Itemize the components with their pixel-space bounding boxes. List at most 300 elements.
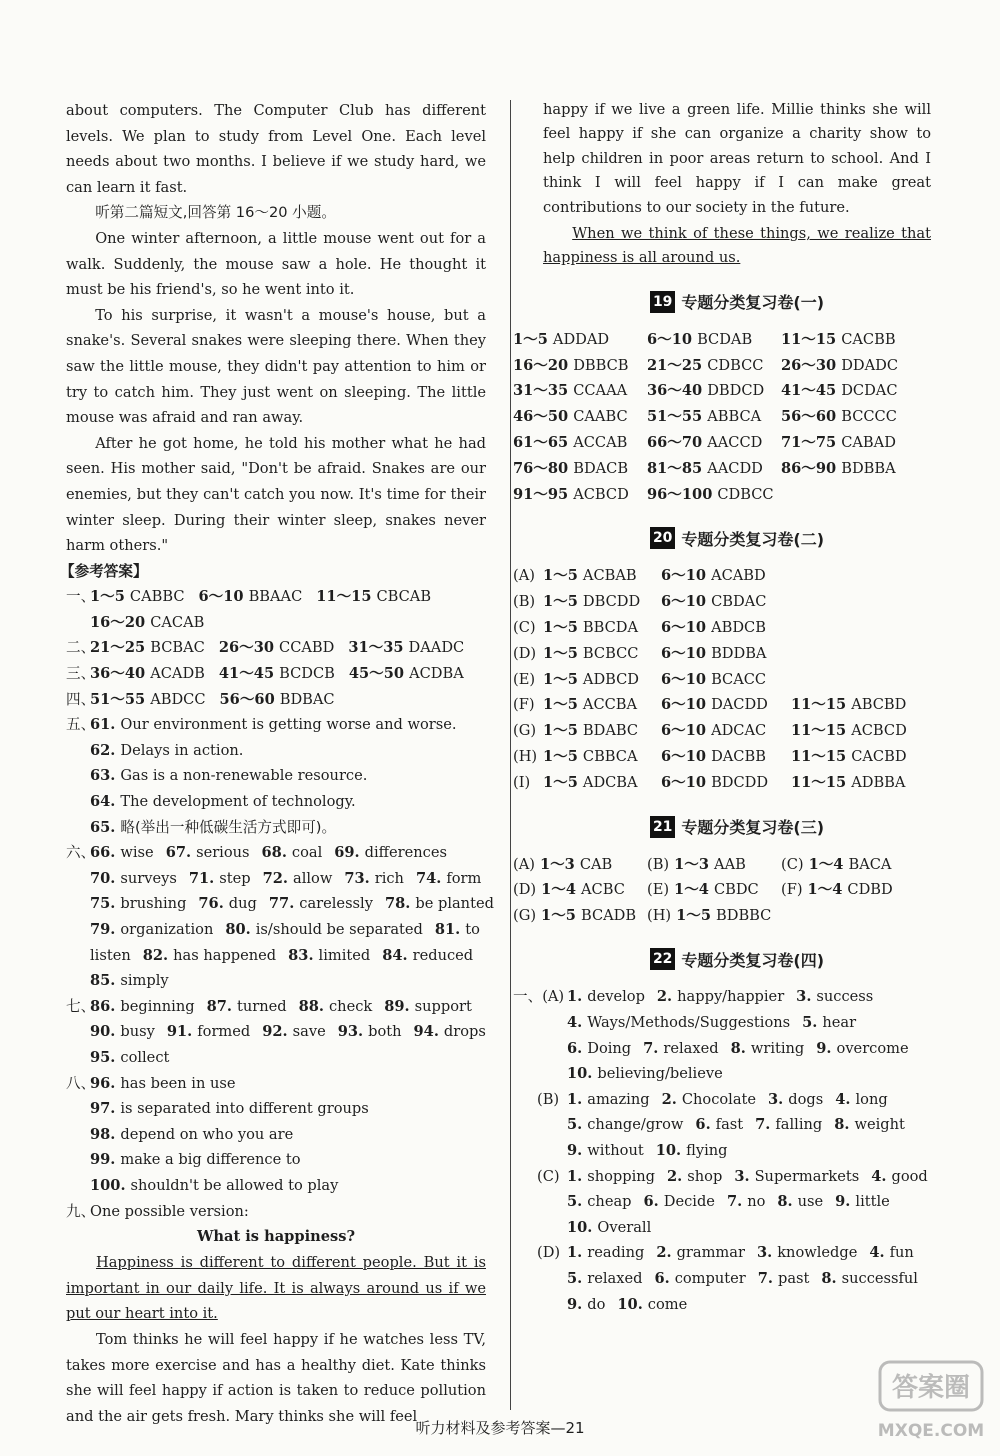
section-label: 五、 — [66, 716, 96, 734]
answer-row — [66, 712, 486, 738]
answer-group — [90, 584, 185, 610]
question-range: 51～55 — [90, 690, 146, 708]
answer-item — [263, 866, 333, 892]
item-number: 5. — [802, 1013, 818, 1031]
item-text: Our environment is getting worse and worse. — [120, 716, 457, 734]
answer-cell — [647, 482, 781, 508]
answer-item — [821, 1266, 918, 1292]
item-number: 71. — [188, 869, 215, 887]
row-label: 二、 — [66, 639, 96, 657]
item-text: little — [855, 1193, 890, 1211]
item-text: shouldn't be allowed to play — [130, 1176, 339, 1194]
item-number: 95. — [90, 1048, 116, 1066]
answer-group — [661, 770, 791, 796]
answer-row — [66, 815, 486, 841]
answer-row — [66, 917, 486, 943]
section-label: 八、 — [66, 1074, 96, 1092]
item-number: 74. — [415, 869, 442, 887]
question-range: 11～15 — [316, 588, 372, 606]
section-title: 专题分类复习卷(四) — [681, 950, 825, 970]
answer-item — [731, 1036, 805, 1062]
answer-item — [262, 840, 323, 866]
group-label: (B) — [537, 1090, 560, 1108]
item-number: 72. — [262, 869, 288, 887]
item-text: use — [797, 1193, 824, 1211]
item-number: 79. — [90, 921, 116, 938]
answer-cell — [647, 327, 781, 353]
answer-row — [66, 789, 486, 815]
item-text: make a big difference to — [120, 1151, 301, 1169]
item-number: 76. — [198, 895, 224, 913]
item-text: writing — [750, 1039, 805, 1057]
item-number: 89. — [384, 997, 410, 1015]
answer-letters: AACCD — [707, 434, 763, 452]
item-text: to — [465, 921, 480, 938]
passage2-paragraph: One winter afternoon, a little mouse went out for a walk. Suddenly, the mouse saw a hole. He thought it must be his friend's, so he went into it. — [66, 229, 486, 299]
item-text: weight — [854, 1116, 905, 1134]
answer-row — [513, 641, 931, 667]
group-label: (A) — [513, 855, 535, 873]
mc-row — [66, 687, 486, 713]
answer-item — [167, 1019, 250, 1045]
item-text: surveys — [120, 869, 177, 887]
group-label: (D) — [537, 1244, 561, 1262]
item-number: 2. — [656, 988, 673, 1006]
item-text: good — [891, 1167, 928, 1185]
item-number: 96. — [90, 1074, 116, 1092]
answer-cell — [513, 353, 647, 379]
item-number: 10. — [617, 1295, 643, 1313]
row-label: 三、 — [66, 665, 96, 683]
answer-item — [727, 1189, 765, 1215]
answer-item — [768, 1087, 823, 1113]
answer-group — [661, 641, 791, 667]
answer-row — [513, 563, 931, 589]
answer-letters: ADBCD — [582, 670, 640, 688]
section-21-header — [543, 810, 931, 844]
question-range: 36～40 — [90, 665, 146, 683]
item-text: Gas is a non-renewable resource. — [120, 767, 368, 785]
item-number: 69. — [334, 844, 360, 862]
item-number: 65. — [90, 818, 116, 836]
group-label: (H) — [513, 748, 538, 765]
item-text: computer — [674, 1269, 746, 1287]
answer-letters: BDBBC — [716, 906, 772, 924]
item-number: 4. — [869, 1244, 885, 1262]
answer-row — [513, 984, 931, 1010]
item-text: is separated into different groups — [120, 1100, 369, 1118]
answer-group — [647, 852, 781, 878]
answer-letters: CCABD — [279, 639, 335, 657]
item-text: Decide — [663, 1193, 715, 1211]
question-range: 1～5 — [543, 670, 578, 688]
answer-row — [66, 994, 486, 1020]
item-number: 9. — [567, 1141, 583, 1159]
item-number: 81. — [434, 921, 461, 938]
watermark-logo — [872, 1358, 990, 1444]
answer-group — [543, 744, 661, 770]
item-text: believing/believe — [597, 1065, 723, 1083]
answer-item — [755, 1112, 822, 1138]
question-range: 16～20 — [90, 613, 146, 631]
item-text: fast — [715, 1116, 744, 1134]
answer-letters: ABDCB — [711, 619, 766, 637]
question-range: 26～30 — [218, 639, 275, 657]
question-range: 1～3 — [674, 855, 710, 873]
section-9-intro-row — [66, 1199, 486, 1225]
answer-item — [802, 1010, 856, 1036]
question-range: 1～5 — [543, 619, 578, 637]
item-text: overcome — [836, 1039, 909, 1057]
answer-row — [66, 1173, 486, 1199]
question-range: 6～10 — [661, 696, 707, 714]
answer-item — [143, 943, 276, 969]
item-number: 85. — [90, 972, 116, 990]
answer-cell — [513, 430, 647, 456]
answer-letters: BCDCB — [279, 665, 335, 683]
item-text: collect — [120, 1048, 170, 1066]
answer-item — [777, 1189, 823, 1215]
question-range: 1～5 — [543, 593, 578, 611]
item-number: 3. — [768, 1090, 784, 1108]
answer-row — [513, 1240, 931, 1266]
answer-item — [835, 1189, 890, 1215]
svg-text:MXQE.COM: MXQE.COM — [877, 1421, 985, 1441]
question-range: 46～50 — [513, 408, 569, 426]
answer-letters: BCDAB — [697, 330, 753, 348]
answer-cell — [513, 482, 647, 508]
answer-item — [384, 994, 472, 1020]
answer-item — [90, 789, 356, 815]
answer-letters: BCBCC — [582, 644, 639, 662]
answer-row — [66, 1019, 486, 1045]
answer-item — [90, 763, 367, 789]
answer-group — [219, 635, 335, 661]
item-number: 88. — [298, 997, 324, 1015]
answer-group — [791, 718, 911, 744]
question-range: 45～50 — [348, 665, 405, 683]
question-range: 6～10 — [198, 588, 244, 606]
answer-item — [299, 994, 373, 1020]
answer-letters: BCADB — [580, 906, 637, 924]
answer-item — [567, 984, 645, 1010]
group-prefix — [513, 984, 567, 1010]
item-number: 64. — [90, 793, 116, 811]
group-label: (C) — [781, 855, 804, 873]
question-range: 11～15 — [791, 722, 847, 740]
item-number: 1. — [567, 1167, 583, 1185]
item-text: hear — [822, 1013, 857, 1031]
section-number-badge: 19 — [650, 291, 675, 313]
section-20-header — [543, 521, 931, 555]
item-text: Doing — [587, 1039, 632, 1057]
item-text: limited — [318, 946, 371, 964]
item-text: differences — [364, 844, 447, 862]
answer-cell — [513, 378, 647, 404]
item-number: 6. — [567, 1039, 583, 1057]
answer-cell — [513, 404, 647, 430]
item-text: Chocolate — [681, 1090, 757, 1108]
answer-item — [225, 917, 423, 943]
answer-row — [513, 1266, 931, 1292]
answer-item — [90, 1071, 236, 1097]
item-text: be planted — [415, 895, 494, 913]
item-text: coal — [291, 844, 323, 862]
item-number: 83. — [288, 946, 314, 964]
item-text: reading — [587, 1244, 645, 1262]
question-range: 61～65 — [513, 434, 569, 452]
item-text: wise — [120, 844, 154, 862]
answer-group — [661, 589, 791, 615]
item-text: organization — [120, 921, 214, 938]
section-19-answers — [513, 327, 931, 508]
answer-row — [513, 1189, 931, 1215]
svg-text:答案圈: 答案圈 — [891, 1373, 971, 1403]
item-number: 4. — [567, 1013, 583, 1031]
answer-item — [871, 1164, 928, 1190]
item-number: 9. — [567, 1295, 583, 1313]
question-range: 76～80 — [513, 459, 569, 477]
question-range: 41～45 — [781, 382, 837, 400]
answer-item — [667, 1164, 722, 1190]
question-range: 1～4 — [674, 881, 709, 899]
answer-letters: CBDC — [713, 881, 759, 899]
answer-item — [90, 1096, 369, 1122]
passage2-paragraph: To his surprise, it wasn't a mouse's house, but a snake's. Several snakes were sleeping there. When they saw the little mouse, they didn't pay attention to him or try to catch him. They just went on sleeping. The little mouse was afraid and ran away. — [66, 306, 486, 427]
answer-letters: CDBCC — [717, 485, 774, 503]
item-text: fun — [889, 1244, 914, 1262]
question-range: 26～30 — [781, 356, 837, 374]
item-number: 80. — [225, 921, 251, 938]
answer-item — [695, 1112, 743, 1138]
answer-item — [385, 891, 494, 917]
item-number: 2. — [667, 1167, 683, 1185]
item-text: cheap — [587, 1193, 632, 1211]
answer-cell — [781, 456, 901, 482]
answer-item — [567, 1189, 632, 1215]
item-text: come — [647, 1295, 688, 1313]
answer-group — [543, 770, 661, 796]
group-label: (A) — [542, 988, 565, 1006]
answer-letters: ACBCD — [573, 485, 629, 503]
answer-group — [661, 667, 791, 693]
answer-letters: AAB — [714, 855, 746, 873]
item-number: 99. — [90, 1151, 116, 1169]
item-text: check — [329, 997, 373, 1015]
item-text: Supermarkets — [754, 1167, 860, 1185]
essay-continued: happy if we live a green life. Millie thinks she will feel happy if she can organize a charity show to help children in poor areas return to school. And I think I will feel happy if I can make great contributions to our society in the future. — [543, 101, 931, 216]
item-number: 3. — [734, 1167, 750, 1185]
answer-row — [513, 667, 931, 693]
item-number: 94. — [413, 1023, 439, 1041]
question-range: 6～10 — [661, 773, 707, 791]
passage2-paragraph: After he got home, he told his mother what he had seen. His mother said, "Don't be afraid. Snakes are our enemies, but they can't catch you now. It's time for their winter sleep. During their winter sleep, snakes never harm others." — [66, 434, 486, 555]
answer-group — [220, 687, 335, 713]
answer-row — [513, 770, 931, 796]
answer-item — [414, 1019, 486, 1045]
answer-group — [781, 852, 915, 878]
answer-letters: CDBD — [847, 881, 893, 899]
answer-letters: ACBC — [581, 881, 625, 899]
answer-item — [656, 1138, 728, 1164]
answer-letters: BDABC — [582, 722, 639, 740]
answer-letters: BBCDA — [582, 619, 639, 637]
answer-cell — [647, 456, 781, 482]
item-text: 略(举出一种低碳生活方式即可)。 — [120, 818, 337, 836]
question-range: 1～5 — [676, 906, 712, 924]
answer-item — [416, 866, 481, 892]
answer-item — [90, 994, 195, 1020]
answer-row — [513, 877, 931, 903]
answer-item — [567, 1036, 631, 1062]
answer-item — [338, 1019, 402, 1045]
mc-row — [66, 584, 486, 610]
answer-item — [656, 1240, 745, 1266]
question-range: 91～95 — [513, 485, 569, 503]
answer-row — [66, 1071, 486, 1097]
question-range: 6～10 — [661, 644, 707, 662]
item-text: success — [816, 988, 874, 1006]
answer-group — [781, 877, 915, 903]
answer-letters: ACADB — [150, 665, 205, 683]
answer-row — [513, 1010, 931, 1036]
group-label: (F) — [513, 696, 535, 714]
group-prefix — [513, 1240, 567, 1266]
item-text: has happened — [173, 946, 277, 964]
answer-cell — [781, 378, 901, 404]
answer-group — [791, 770, 911, 796]
question-range: 96～100 — [647, 485, 713, 503]
answer-row — [513, 1138, 931, 1164]
item-text: knowledge — [777, 1244, 858, 1262]
question-range: 1～4 — [808, 855, 844, 873]
answer-item — [334, 840, 447, 866]
answer-letters: BBAAC — [248, 588, 303, 606]
item-number: 3. — [796, 988, 812, 1006]
right-column — [513, 98, 931, 1317]
answer-item — [567, 1266, 642, 1292]
answer-cell — [781, 404, 901, 430]
section-title: 专题分类复习卷(三) — [681, 818, 825, 838]
answer-group — [791, 692, 911, 718]
answer-heading: 【参考答案】 — [60, 562, 148, 580]
answer-item — [288, 943, 370, 969]
item-number: 63. — [90, 767, 116, 785]
answer-letters: DDADC — [841, 356, 899, 374]
answer-item — [816, 1036, 908, 1062]
question-range: 36～40 — [647, 382, 703, 400]
item-text: The development of technology. — [120, 793, 356, 811]
answer-item — [758, 1266, 810, 1292]
item-number: 66. — [90, 844, 116, 862]
answer-letters: CBBCA — [582, 748, 638, 765]
section-22-answers — [513, 984, 931, 1317]
section-6 — [66, 840, 494, 994]
item-text: develop — [587, 988, 645, 1006]
question-range: 11～15 — [791, 773, 847, 791]
answer-item — [835, 1087, 887, 1113]
item-number: 84. — [382, 946, 408, 964]
item-text: rich — [374, 869, 404, 887]
answer-group — [199, 584, 303, 610]
answer-row — [66, 891, 494, 917]
item-text: past — [777, 1269, 810, 1287]
item-text: step — [219, 869, 251, 887]
answer-row — [513, 1061, 931, 1087]
answer-letters: ACBAB — [582, 567, 637, 585]
answer-item — [90, 712, 457, 738]
item-text: drops — [443, 1023, 486, 1041]
item-number: 90. — [90, 1023, 116, 1041]
question-range: 1～4 — [807, 881, 843, 899]
answer-letters: AACDD — [707, 459, 763, 477]
item-number: 10. — [567, 1065, 593, 1083]
item-number: 9. — [835, 1193, 851, 1211]
item-text: beginning — [120, 997, 195, 1015]
item-number: 97. — [90, 1100, 116, 1118]
question-range: 41～45 — [218, 665, 275, 683]
question-range: 86～90 — [781, 459, 837, 477]
item-number: 5. — [567, 1116, 583, 1134]
item-number: 91. — [166, 1023, 193, 1041]
left-column — [60, 98, 494, 1429]
item-number: 70. — [90, 869, 116, 887]
answer-item — [435, 917, 480, 943]
item-number: 8. — [730, 1039, 746, 1057]
section-number-badge: 22 — [650, 948, 675, 970]
item-number: 61. — [90, 716, 116, 734]
item-text: reduced — [412, 946, 474, 964]
section-5 — [66, 712, 486, 840]
answer-letters: CABBC — [129, 588, 185, 606]
answer-item — [90, 917, 213, 943]
group-label: (I) — [513, 773, 531, 791]
question-range: 71～75 — [781, 434, 837, 452]
answer-item — [90, 891, 186, 917]
answer-letters: ACABD — [711, 567, 766, 585]
mc-row — [66, 610, 486, 636]
question-range: 31～35 — [348, 639, 404, 657]
item-text: happy/happier — [677, 988, 785, 1006]
question-range: 31～35 — [513, 382, 569, 400]
answer-item — [90, 968, 169, 994]
answer-item — [654, 1266, 745, 1292]
answer-row — [66, 1096, 486, 1122]
group-label: (G) — [513, 722, 537, 740]
answer-cell — [647, 378, 781, 404]
answer-letters: CABAD — [841, 434, 896, 452]
answer-letters: ABDCC — [150, 690, 206, 708]
answer-letters: CCAAA — [573, 382, 628, 400]
item-text: dug — [228, 895, 257, 913]
question-range: 1～5 — [543, 773, 578, 791]
answer-group — [543, 563, 661, 589]
answer-group — [543, 667, 661, 693]
item-number: 100. — [90, 1176, 126, 1194]
answer-letters: CAABC — [573, 408, 628, 426]
item-text: relaxed — [587, 1269, 643, 1287]
column-divider — [510, 100, 511, 1410]
answer-row — [513, 589, 931, 615]
item-number: 82. — [142, 946, 169, 964]
item-number: 5. — [567, 1193, 583, 1211]
answer-letters: CACAB — [150, 613, 205, 631]
item-number: 5. — [567, 1269, 583, 1287]
answer-group — [647, 877, 781, 903]
question-range: 11～15 — [791, 696, 847, 714]
answer-item — [90, 866, 177, 892]
group-label: (E) — [513, 670, 536, 688]
